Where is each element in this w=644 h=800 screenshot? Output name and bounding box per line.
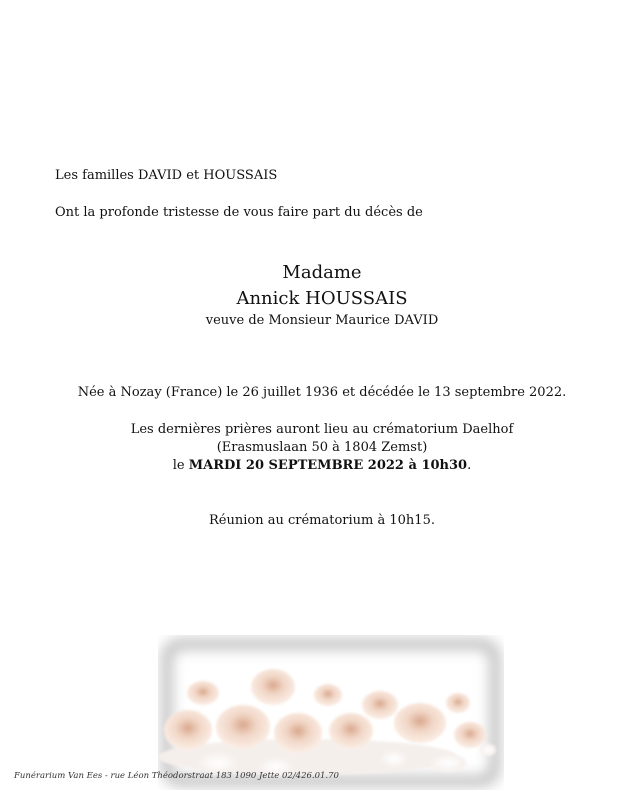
- intro-line: Ont la profonde tristesse de vous faire part du décès de: [55, 205, 423, 220]
- reunion-line: Réunion au crématorium à 10h15.: [209, 513, 435, 528]
- footer-contact: Funérarium Van Ees - rue Léon Théodorstraat 183 1090 Jette 02/426.01.70: [14, 771, 339, 781]
- deceased-name: Annick HOUSSAIS: [236, 288, 408, 309]
- families-line: Les familles DAVID et HOUSSAIS: [55, 168, 278, 183]
- ceremony-date-line: [0, 458, 644, 473]
- ceremony-date: MARDI 20 SEPTEMBRE 2022 à 10h30: [188, 458, 468, 473]
- deceased-title: Madame: [282, 262, 362, 283]
- date-suffix: .: [467, 458, 472, 473]
- roses-image: [158, 635, 504, 790]
- birth-death-line: Née à Nozay (France) le 26 juillet 1936 et décédée le 13 septembre 2022.: [77, 385, 567, 400]
- address-line: (Erasmuslaan 50 à 1804 Zemst): [216, 440, 428, 455]
- date-prefix: le: [172, 458, 189, 473]
- widow-line: veuve de Monsieur Maurice DAVID: [205, 313, 439, 328]
- prayers-line: Les dernières prières auront lieu au crématorium Daelhof: [130, 422, 514, 437]
